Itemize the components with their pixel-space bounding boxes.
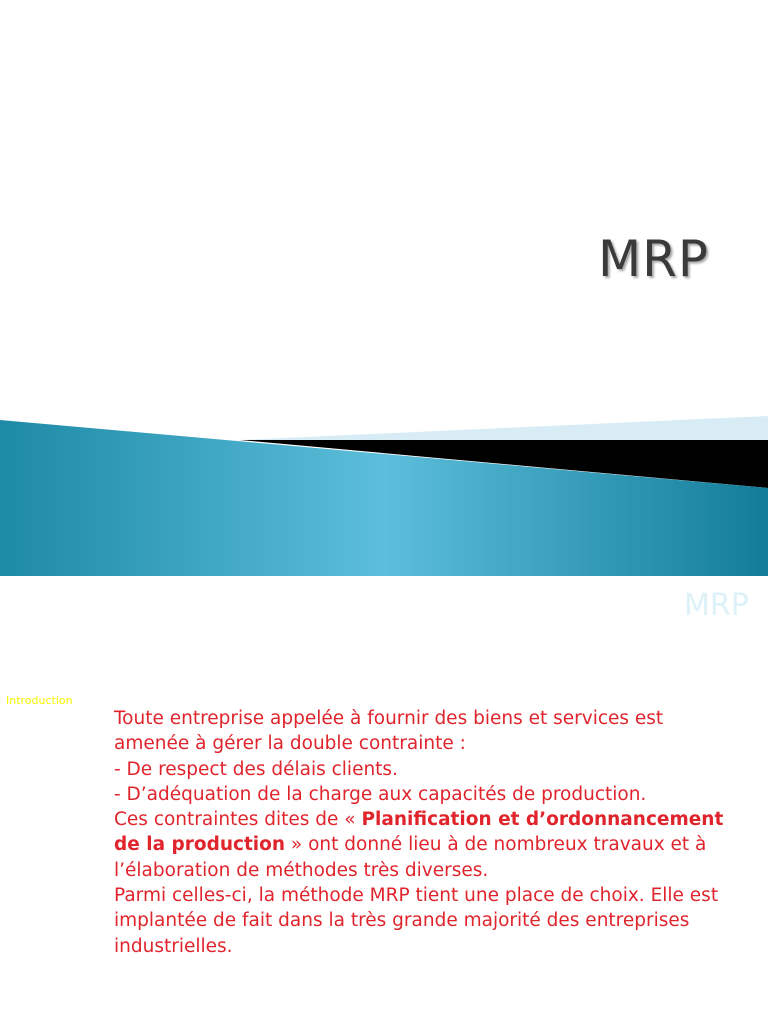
- paragraph-bold: Planification et d’ordonnancement de la production: [114, 809, 724, 856]
- paragraph: [114, 807, 734, 883]
- decorative-banner: [0, 410, 768, 580]
- section-label: Introduction: [6, 694, 73, 707]
- paragraph: Parmi celles-ci, la méthode MRP tient une place de choix. Elle est implantée de fait dans la très grande majorité des entreprises industrielles.: [114, 885, 719, 957]
- paragraph-pre: Ces contraintes dites de «: [114, 809, 362, 831]
- slide-title: MRP: [598, 230, 710, 288]
- paragraph: - De respect des délais clients.: [114, 758, 398, 780]
- banner-light-strip: [240, 416, 768, 440]
- paragraph-post: » ont donné lieu à de nombreux travaux et à l’élaboration de méthodes très diverses.: [114, 834, 707, 881]
- paragraph: Toute entreprise appelée à fournir des biens et services est amenée à gérer la double contrainte :: [114, 708, 664, 755]
- slide2-title: MRP: [684, 588, 749, 623]
- body-text: [114, 706, 734, 959]
- paragraph: - D’adéquation de la charge aux capacités de production.: [114, 783, 647, 805]
